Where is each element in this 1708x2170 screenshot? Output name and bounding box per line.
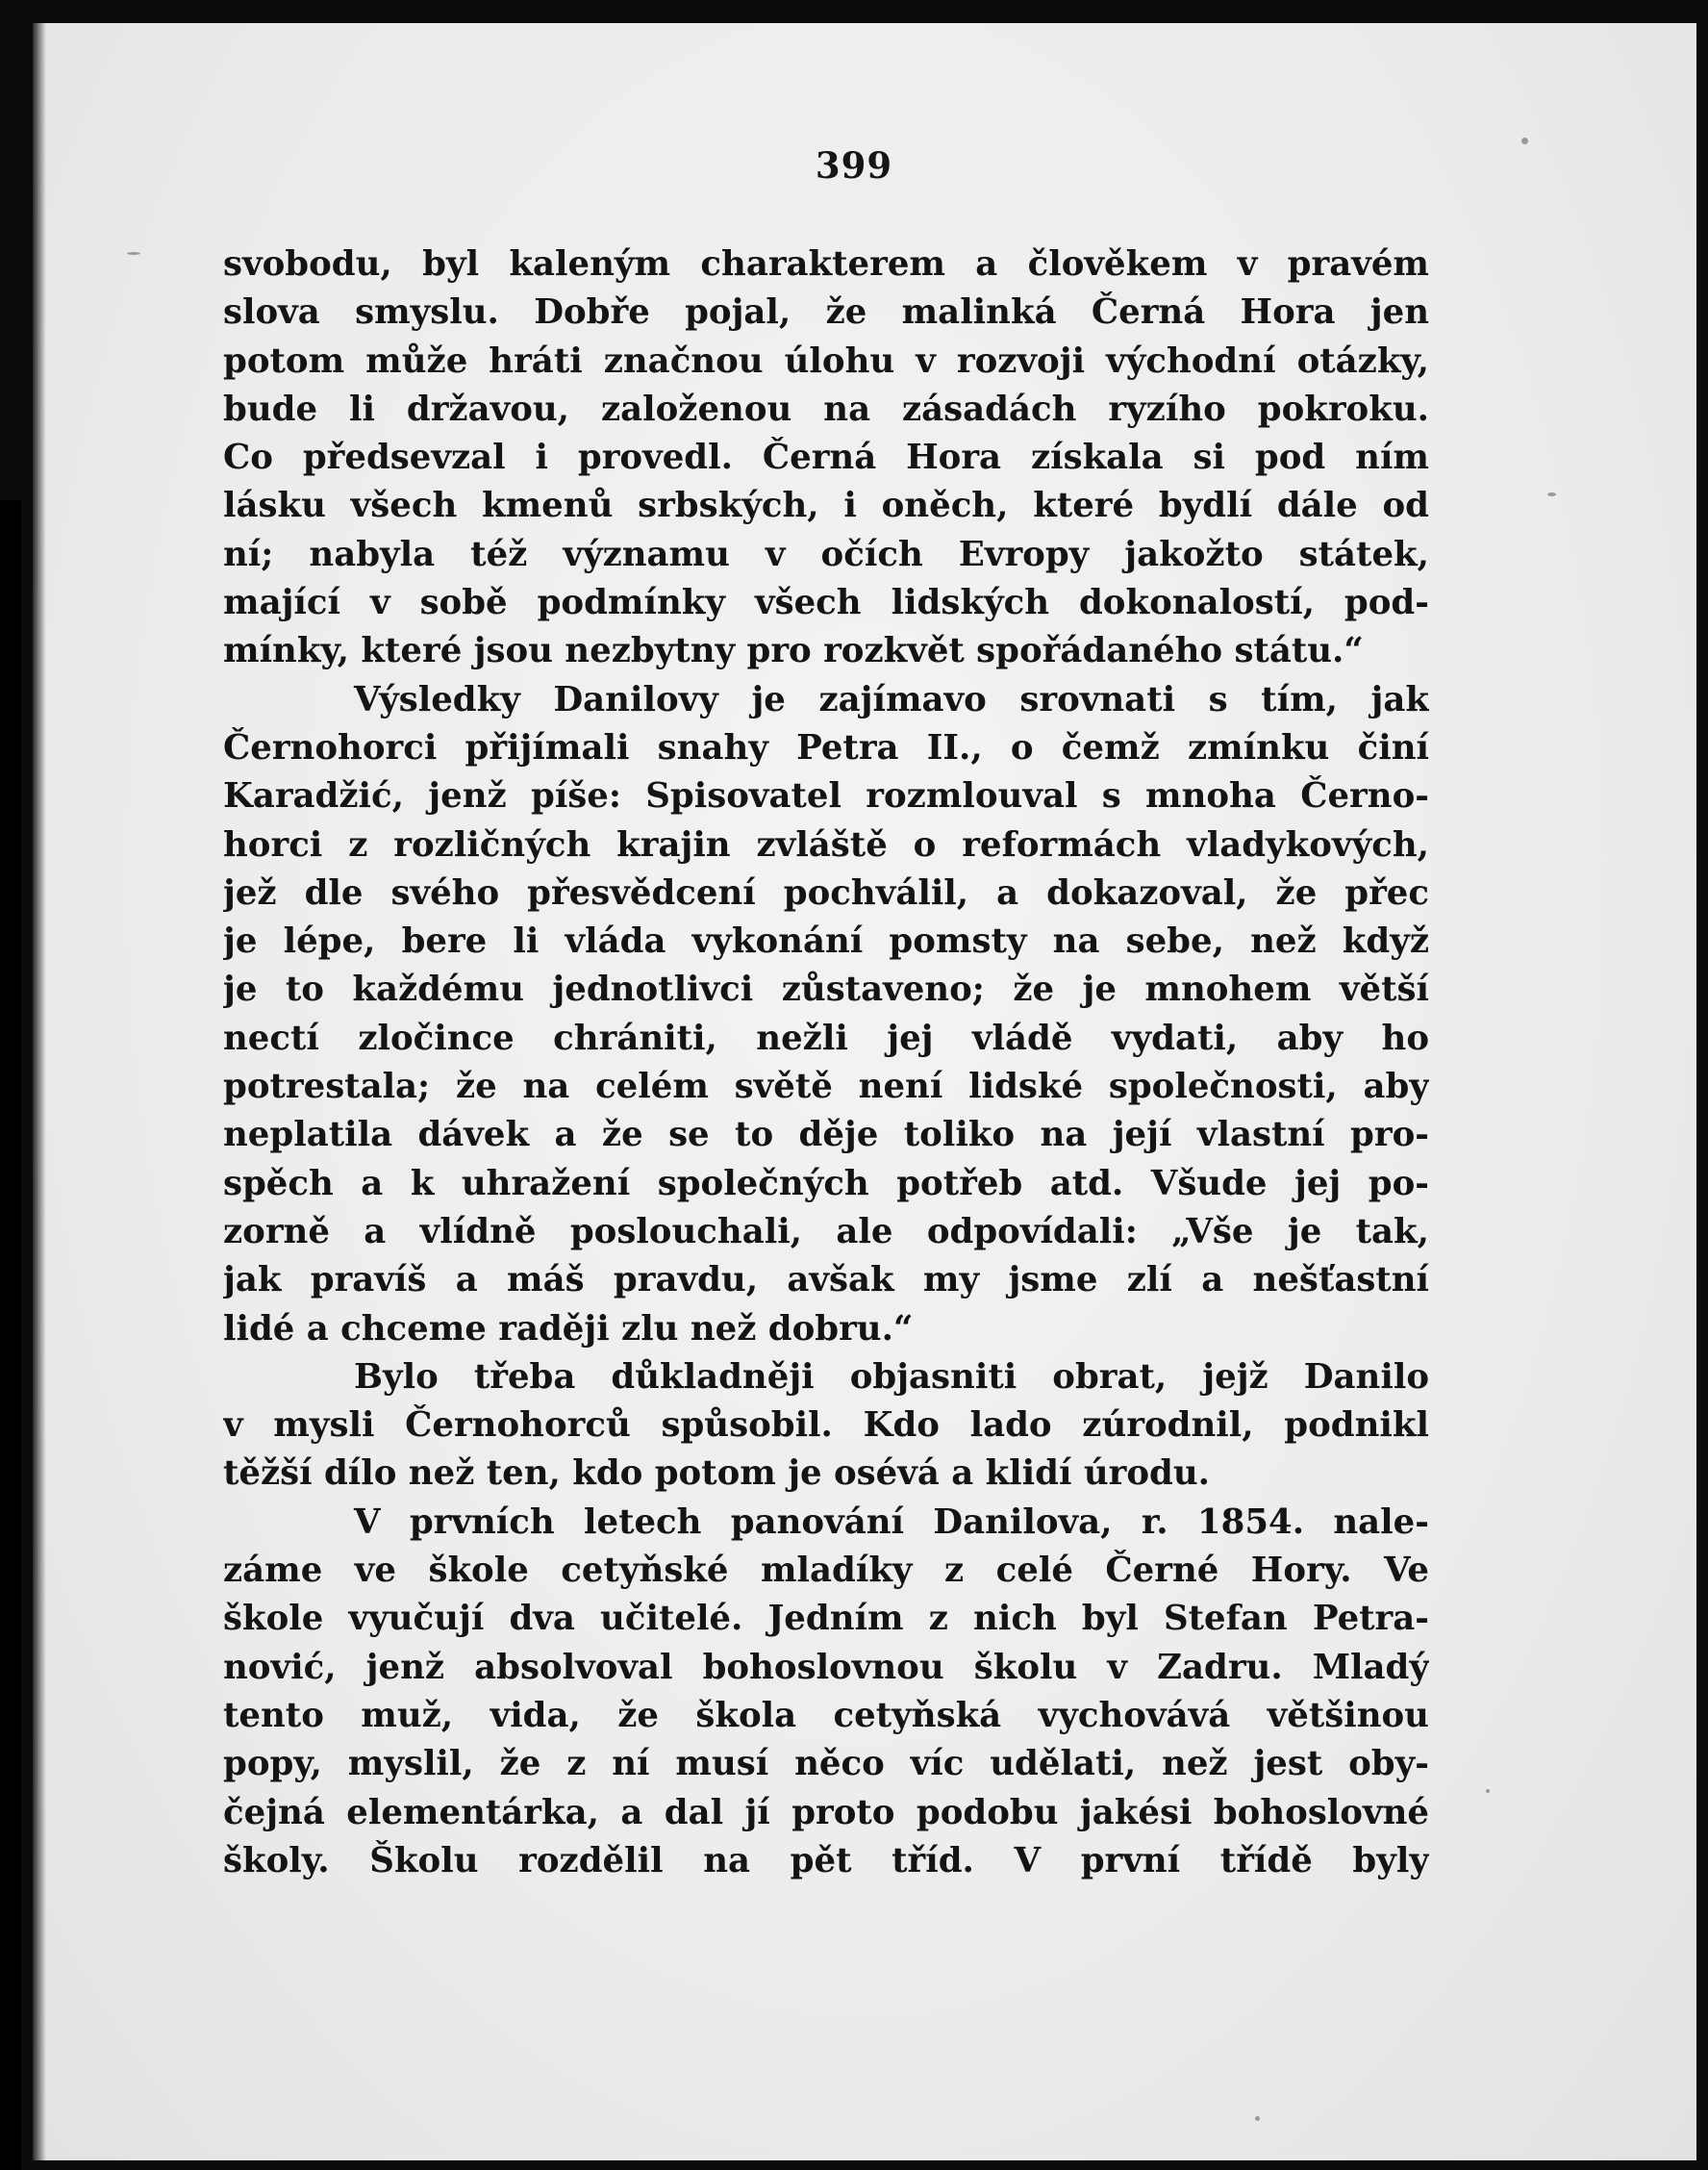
text-line: potom může hráti značnou úlohu v rozvoji východní otázky, bbox=[223, 341, 1429, 381]
text-line: popy, myslil, že z ní musí něco víc udělati, než jest oby- bbox=[223, 1744, 1429, 1784]
text-line: je lépe, bere li vláda vykonání pomsty na sebe, než když bbox=[223, 921, 1429, 962]
text-line: zorně a vlídně poslouchali, ale odpovídali: „Vše je tak, bbox=[223, 1211, 1429, 1251]
text-line: jak pravíš a máš pravdu, avšak my jsme zlí a nešťastní bbox=[223, 1260, 1429, 1300]
paper-speck bbox=[1255, 2116, 1260, 2121]
text-line: jež dle svého přesvědcení pochválil, a dokazoval, že přec bbox=[223, 872, 1429, 913]
text-line: Výsledky Danilovy je zajímavo srovnati s tím, jak bbox=[354, 679, 1429, 719]
text-line: svobodu, byl kaleným charakterem a člověkem v pravém bbox=[223, 244, 1429, 284]
text-line: nović, jenž absolvoval bohoslovnou školu v Zadru. Mladý bbox=[223, 1647, 1429, 1687]
text-line: Bylo třeba důkladněji objasniti obrat, jejž Danilo bbox=[354, 1356, 1429, 1397]
text-line: mající v sobě podmínky všech lidských dokonalostí, pod- bbox=[223, 583, 1429, 623]
text-line: těžší dílo než ten, kdo potom je osévá a klidí úrodu. bbox=[223, 1453, 1210, 1494]
paper-speck bbox=[1486, 1789, 1490, 1793]
text-line: horci z rozličných krajin zvláště o reformách vladykových, bbox=[223, 824, 1429, 865]
page-edge-shadow bbox=[33, 23, 46, 2160]
paper-speck bbox=[1521, 138, 1528, 144]
text-line: V prvních letech panování Danilova, r. 1854. nale- bbox=[354, 1501, 1429, 1542]
text-line: Černohorci přijímali snahy Petra II., o čemž zmínku činí bbox=[223, 727, 1429, 768]
text-line: školy. Školu rozdělil na pět tříd. V první třídě byly bbox=[223, 1840, 1429, 1880]
text-line: lidé a chceme raději zlu než dobru.“ bbox=[223, 1308, 914, 1349]
text-line: slova smyslu. Dobře pojal, že malinká Černá Hora jen bbox=[223, 292, 1429, 333]
text-line: čejná elementárka, a dal jí proto podobu jakési bohoslovné bbox=[223, 1792, 1429, 1832]
text-line: ní; nabyla též významu v očích Evropy jakožto státek, bbox=[223, 534, 1429, 574]
text-line: Karadžić, jenž píše: Spisovatel rozmlouval s mnoha Černo- bbox=[223, 776, 1429, 817]
text-line: v mysli Černohorců spůsobil. Kdo lado zúrodnil, podnikl bbox=[223, 1405, 1429, 1446]
text-line: bude li državou, založenou na zásadách ryzího pokroku. bbox=[223, 389, 1429, 429]
text-line: škole vyučují dva učitelé. Jedním z nich byl Stefan Petra- bbox=[223, 1599, 1429, 1639]
text-line: nectí zločince chrániti, nežli jej vládě vydati, aby ho bbox=[223, 1018, 1429, 1058]
scan-left-bar bbox=[0, 500, 21, 2170]
text-line: mínky, které jsou nezbytny pro rozkvět spořádaného státu.“ bbox=[223, 631, 1364, 671]
text-line: potrestala; že na celém světě není lidské společnosti, aby bbox=[223, 1067, 1429, 1107]
text-line: je to každému jednotlivci zůstaveno; že je mnohem větší bbox=[223, 970, 1429, 1010]
text-line: spěch a k uhražení společných potřeb atd. Všude jej po- bbox=[223, 1163, 1429, 1203]
text-line: Co předsevzal i provedl. Černá Hora získala si pod ním bbox=[223, 438, 1429, 478]
text-line: záme ve škole cetyňské mladíky z celé Černé Hory. Ve bbox=[223, 1551, 1429, 1591]
body-text bbox=[223, 240, 1429, 1885]
page-number: 399 bbox=[815, 144, 893, 187]
paper-speck bbox=[127, 252, 140, 255]
paper-speck bbox=[1547, 492, 1556, 496]
text-line: tento muž, vida, že škola cetyňská vychovává většinou bbox=[223, 1695, 1429, 1735]
text-line: neplatila dávek a že se to děje toliko na její vlastní pro- bbox=[223, 1115, 1429, 1155]
text-line: lásku všech kmenů srbských, i oněch, které bydlí dále od bbox=[223, 486, 1429, 526]
